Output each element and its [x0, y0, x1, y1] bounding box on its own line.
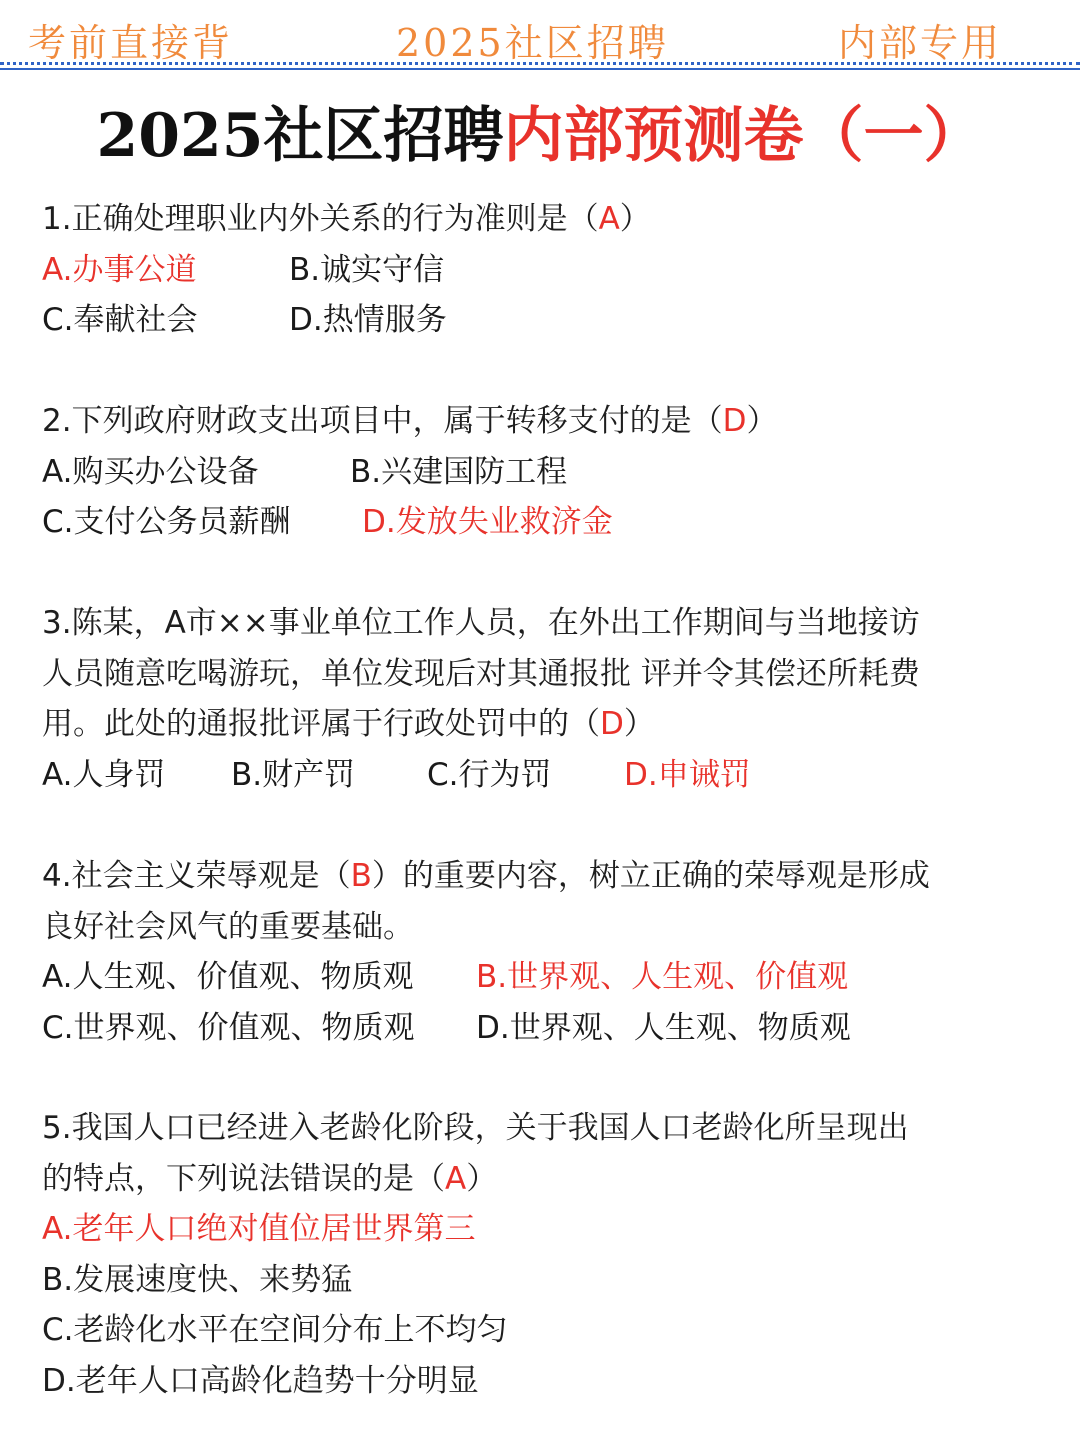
answer-letter: B: [350, 858, 372, 894]
question-1: [42, 194, 1042, 346]
options-row: [42, 952, 1042, 1003]
option-b: B.诚实守信: [289, 251, 445, 288]
question-2: [42, 396, 1042, 548]
page-title: [0, 96, 1080, 176]
option-b: B.财产罚: [231, 756, 356, 793]
answer-letter: A: [445, 1160, 467, 1197]
question-stem: 2.下列政府财政支出项目中，属于转移支付的是（D）: [42, 403, 778, 439]
option-c: C.老龄化水平在空间分布上不均匀: [42, 1312, 508, 1348]
option-b: B.世界观、人生观、价值观: [476, 959, 849, 995]
question-stem-line: 良好社会风气的重要基础。: [42, 908, 414, 945]
option-d: D.世界观、人生观、物质观: [476, 1009, 851, 1046]
options-row: [42, 245, 1042, 296]
option-a: A.购买办公设备: [42, 453, 259, 490]
question-stem: 1.正确处理职业内外关系的行为准则是（A）: [42, 201, 651, 237]
header-left-label: 考前直接背: [28, 21, 234, 65]
option-c: C.奉献社会: [42, 302, 198, 338]
question-stem-line: 的特点，下列说法错误的是（A）: [42, 1160, 498, 1197]
answer-letter: D: [722, 403, 747, 439]
options-row: [42, 447, 1042, 498]
answer-letter: A: [598, 201, 620, 237]
options-row: [42, 497, 1042, 548]
options-row: [42, 295, 1042, 346]
option-a: A.办事公道: [42, 251, 197, 288]
option-a: A.老年人口绝对值位居世界第三: [42, 1211, 476, 1247]
options-row: [42, 750, 1042, 801]
options-row: [42, 1003, 1042, 1054]
question-4: [42, 851, 1042, 1053]
option-a: A.人身罚: [42, 756, 166, 793]
option-c: C.世界观、价值观、物质观: [42, 1009, 415, 1046]
question-3: [42, 598, 1042, 800]
option-d: D.老年人口高龄化趋势十分明显: [42, 1362, 479, 1399]
question-stem-line: 用。此处的通报批评属于行政处罚中的（D）: [42, 706, 655, 742]
question-stem-line: 人员随意吃喝游玩，单位发现后对其通报批 评并令其偿还所耗费: [42, 655, 920, 692]
header-divider-dotted: [0, 62, 1080, 65]
answer-letter: D: [600, 706, 624, 742]
question-stem-line: 4.社会主义荣辱观是（B）的重要内容，树立正确的荣辱观是形成: [42, 858, 930, 894]
question-stem-line: 3.陈某，A市××事业单位工作人员，在外出工作期间与当地接访: [42, 605, 920, 641]
header-divider-solid: [0, 68, 1080, 70]
header-middle-label: 2025社区招聘: [396, 21, 669, 65]
option-d: D.申诫罚: [624, 756, 751, 793]
title-black-part: 2025社区招聘: [96, 101, 504, 171]
option-c: C.行为罚: [427, 756, 552, 793]
header-right-label: 内部专用: [838, 21, 1003, 65]
title-red-part: 内部预测卷（一）: [503, 101, 984, 171]
option-c: C.支付公务员薪酬: [42, 504, 291, 540]
option-d: D.发放失业救济金: [362, 504, 613, 540]
question-stem-line: 5.我国人口已经进入老龄化阶段，关于我国人口老龄化所呈现出: [42, 1110, 909, 1146]
question-5: [42, 1103, 1042, 1406]
option-b: B.兴建国防工程: [350, 453, 568, 490]
option-d: D.热情服务: [289, 302, 447, 338]
option-a: A.人生观、价值观、物质观: [42, 959, 414, 995]
option-b: B.发展速度快、来势猛: [42, 1261, 353, 1298]
